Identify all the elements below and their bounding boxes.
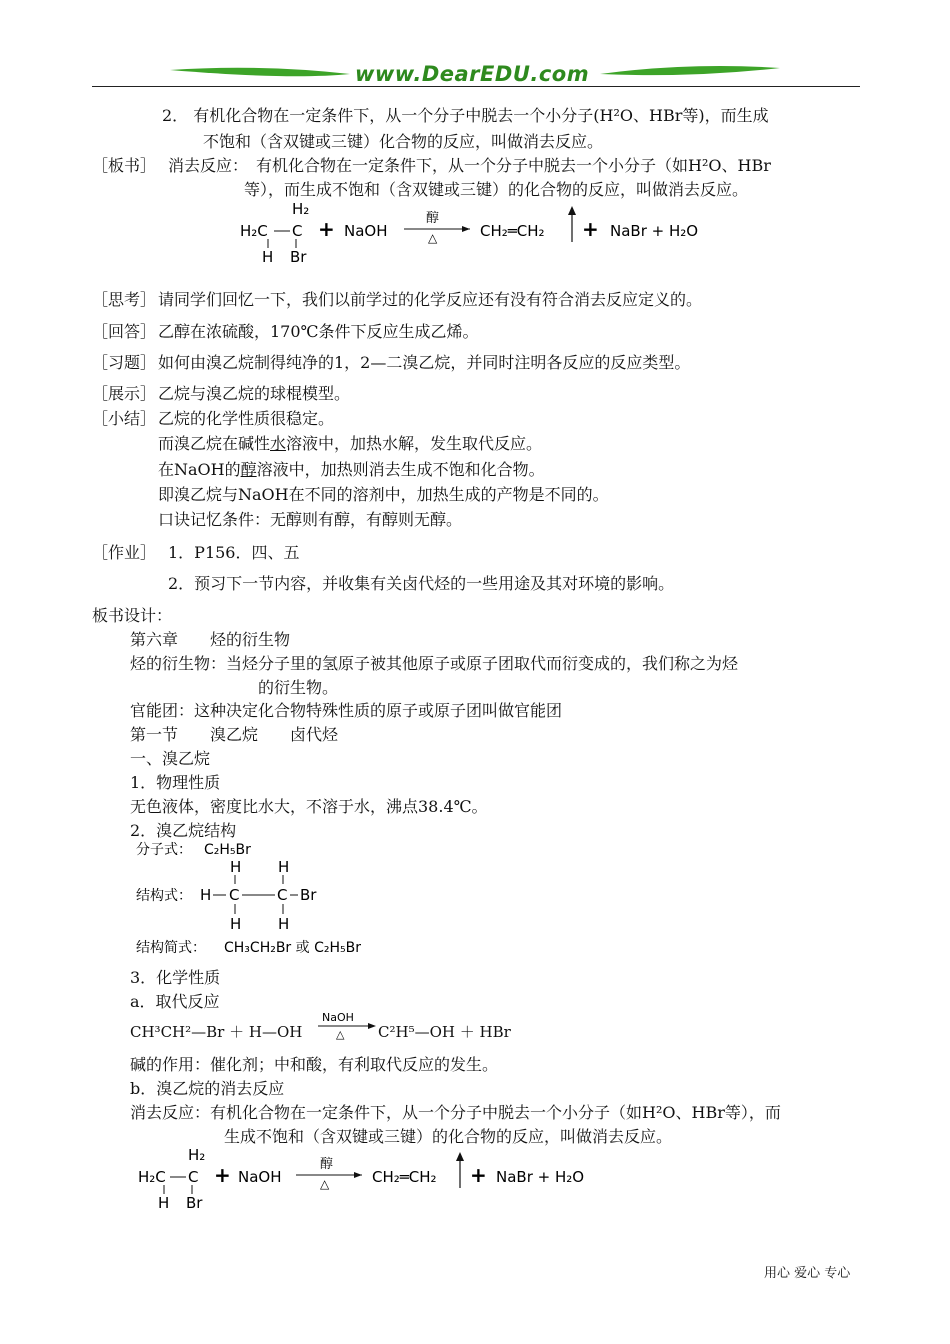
subsection-heading: 一、溴乙烷 xyxy=(130,749,211,768)
subsection-heading: 1．物理性质 xyxy=(130,773,221,792)
svg-text:△: △ xyxy=(320,1177,330,1191)
svg-text:H: H xyxy=(158,1194,170,1212)
subsection-heading: a．取代反应 xyxy=(130,992,220,1011)
eq-delta: △ xyxy=(428,231,438,245)
deriv-line: 烃的衍生物：当烃分子里的氢原子被其他原子或原子团取代而衍变成的，我们称之为烃 xyxy=(130,654,739,673)
qa-text: 如何由溴乙烷制得纯净的1，2—二溴乙烷，并同时注明各反应的反应类型。 xyxy=(158,353,691,372)
svg-text:+: + xyxy=(470,1163,487,1187)
eq-plus: + xyxy=(318,217,335,241)
summary-line: 乙烷的化学性质很稳定。 xyxy=(158,409,335,428)
design-title: 板书设计： xyxy=(92,606,173,625)
cs-formula: CH₃CH₂Br 或 C₂H₅Br xyxy=(224,940,361,956)
subsection-heading: 3．化学性质 xyxy=(130,968,221,987)
substitution-arrow xyxy=(316,1010,380,1040)
eq-h2-top: H₂ xyxy=(292,200,310,218)
qa-tag: ［习题］ xyxy=(92,353,157,372)
sf-label: 结构式： xyxy=(136,888,192,904)
svg-text:△: △ xyxy=(336,1028,345,1040)
svg-text:C: C xyxy=(277,886,288,904)
functional-group-line: 官能团：这种决定化合物特殊性质的原子或原子团叫做官能团 xyxy=(130,701,563,720)
eq-h: H xyxy=(262,248,274,266)
section-heading: 第一节 溴乙烷 卤代烃 xyxy=(130,725,339,744)
svg-text:NaOH: NaOH xyxy=(238,1168,282,1186)
summary-tag: ［小结］ xyxy=(92,409,157,428)
subsection-heading: b．溴乙烷的消去反应 xyxy=(130,1079,285,1098)
mf-label: 分子式： xyxy=(136,842,192,858)
elim-definition: 生成不饱和（含双键或三键）的化合物的反应，叫做消去反应。 xyxy=(224,1127,673,1146)
eq-product: NaBr + H₂O xyxy=(610,222,699,240)
qa-text: 乙烷与溴乙烷的球棍模型。 xyxy=(158,384,351,403)
substitution-right: C²H⁵—OH ＋ HBr xyxy=(378,1023,511,1041)
physical-properties: 无色液体，密度比水大，不溶于水，沸点38.4℃。 xyxy=(130,797,488,816)
svg-text:CH₂═CH₂: CH₂═CH₂ xyxy=(372,1168,437,1186)
chapter-heading: 第六章 烃的衍生物 xyxy=(130,630,291,649)
svg-text:H₂: H₂ xyxy=(188,1146,206,1164)
cs-label: 结构简式： xyxy=(136,940,206,956)
svg-text:H: H xyxy=(278,858,290,876)
homework-line: 2．预习下一节内容，并收集有关卤代烃的一些用途及其对环境的影响。 xyxy=(168,574,675,593)
banshu-line: 等），而生成不饱和（含双键或三键）的化合物的反应，叫做消去反应。 xyxy=(244,180,749,199)
banshu-tag: ［板书］ xyxy=(92,156,157,175)
svg-text:+: + xyxy=(214,1163,231,1187)
svg-text:H: H xyxy=(230,915,242,933)
homework-tag: ［作业］ xyxy=(92,543,157,562)
summary-line: 而溴乙烷在碱性水溶液中，加热水解，发生取代反应。 xyxy=(158,434,543,453)
deriv-line: 的衍生物。 xyxy=(258,678,339,697)
page-footer: 用心 爱心 专心 xyxy=(764,1266,851,1281)
summary-line: 在NaOH的醇溶液中，加热则消去生成不饱和化合物。 xyxy=(158,460,545,479)
eq-plus: + xyxy=(582,217,599,241)
substitution-left: CH³CH²—Br ＋ H—OH xyxy=(130,1023,303,1041)
qa-text: 请同学们回忆一下，我们以前学过的化学反应还有没有符合消去反应定义的。 xyxy=(158,290,703,309)
elimination-equation-1 xyxy=(236,196,716,268)
svg-text:NaOH: NaOH xyxy=(322,1011,354,1024)
header-rule xyxy=(92,86,860,87)
intro-line: 2． 有机化合物在一定条件下，从一个分子中脱去一个小分子(H²O、HBr等)，而生成 xyxy=(162,106,769,125)
bromoethane-structure xyxy=(132,838,392,958)
svg-text:醇: 醇 xyxy=(320,1157,334,1172)
svg-text:C: C xyxy=(229,886,240,904)
qa-tag: ［思考］ xyxy=(92,290,157,309)
svg-text:H: H xyxy=(200,886,212,904)
homework-line: 1．P156．四、五 xyxy=(168,543,300,562)
summary-line: 即溴乙烷与NaOH在不同的溶剂中，加热生成的产物是不同的。 xyxy=(158,485,609,504)
gas-arrow-icon xyxy=(568,206,576,215)
mf-formula: C₂H₅Br xyxy=(204,842,251,858)
svg-text:H: H xyxy=(230,858,242,876)
eq-br: Br xyxy=(290,248,307,266)
eq-condition: 醇 xyxy=(426,211,440,226)
eq-product: CH₂═CH₂ xyxy=(480,222,545,240)
svg-text:NaBr + H₂O: NaBr + H₂O xyxy=(496,1168,585,1186)
svg-text:H: H xyxy=(278,915,290,933)
qa-tag: ［展示］ xyxy=(92,384,157,403)
base-role: 碱的作用：催化剂；中和酸，有利取代反应的发生。 xyxy=(130,1055,499,1074)
banshu-line: 消去反应： 有机化合物在一定条件下，从一个分子中脱去一个小分子（如H²O、HBr xyxy=(168,156,771,175)
qa-text: 乙醇在浓硫酸，170℃条件下反应生成乙烯。 xyxy=(158,322,479,341)
eq-h2c: H₂C xyxy=(240,222,268,240)
qa-tag: ［回答］ xyxy=(92,322,157,341)
svg-text:Br: Br xyxy=(300,886,317,904)
eq-naoh: NaOH xyxy=(344,222,388,240)
eq-c: C xyxy=(292,222,303,240)
svg-text:Br: Br xyxy=(186,1194,203,1212)
intro-line: 不饱和（含双键或三键）化合物的反应，叫做消去反应。 xyxy=(203,132,604,151)
svg-text:H₂C: H₂C xyxy=(138,1168,166,1186)
site-logo[interactable]: www.DearEDU.com xyxy=(355,62,590,86)
summary-line: 口诀记忆条件：无醇则有醇，有醇则无醇。 xyxy=(158,510,463,529)
subsection-heading: 2．溴乙烷结构 xyxy=(130,821,237,840)
svg-text:C: C xyxy=(188,1168,199,1186)
elimination-equation-2 xyxy=(134,1144,614,1214)
gas-arrow-icon xyxy=(456,1152,464,1161)
elim-definition: 消去反应：有机化合物在一定条件下，从一个分子中脱去一个小分子（如H²O、HBr等），而 xyxy=(130,1103,781,1122)
